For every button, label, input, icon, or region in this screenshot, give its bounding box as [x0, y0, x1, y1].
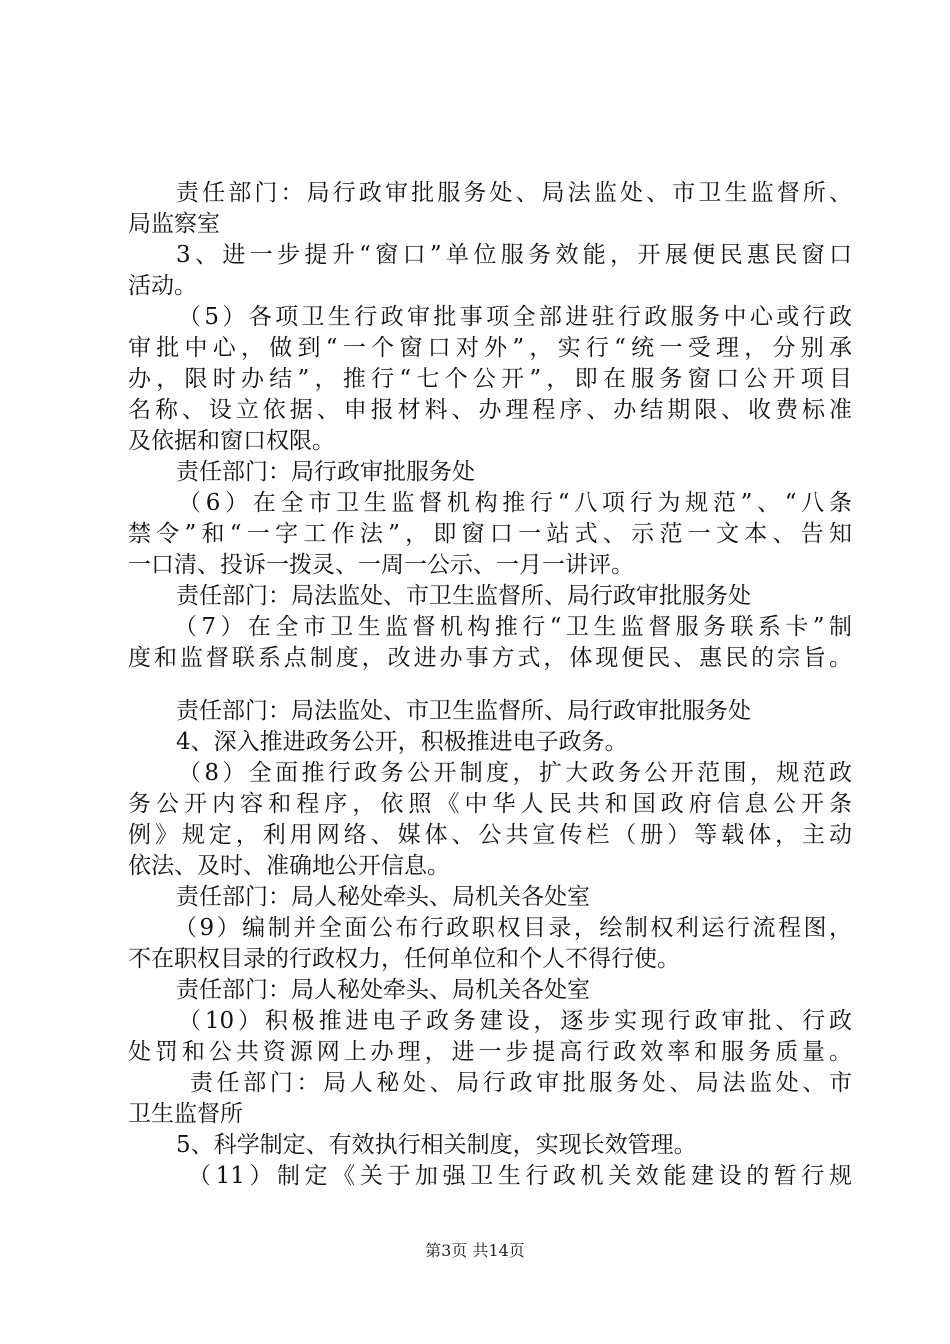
text-line: 责任部门：局行政审批服务处 — [176, 459, 475, 485]
text-line: 依法、及时、准确地公开信息。 — [128, 853, 450, 879]
text-line: （5）各项卫生行政审批事项全部进驻行政服务中心或行政 — [178, 304, 852, 330]
text-line: （6）在全市卫生监督机构推行“八项行为规范”、“八条 — [178, 490, 852, 516]
document-body — [128, 178, 852, 1192]
text-line: 办，限时办结”，推行“七个公开”，即在服务窗口公开项目 — [128, 366, 852, 392]
text-line: 4、深入推进政务公开，积极推进电子政务。 — [176, 729, 628, 755]
text-line: 名称、设立依据、申报材料、办理程序、办结期限、收费标准 — [128, 397, 852, 423]
text-line: 卫生监督所 — [128, 1101, 243, 1127]
text-line: 活动。 — [128, 273, 197, 299]
text-line: 责任部门：局人秘处牵头、局机关各处室 — [176, 884, 590, 910]
text-line: 禁令”和“一字工作法”，即窗口一站式、示范一文本、告知 — [128, 521, 852, 547]
text-line: 审批中心，做到“一个窗口对外”，实行“统一受理，分别承 — [128, 335, 852, 361]
text-line: 责任部门：局法监处、市卫生监督所、局行政审批服务处 — [176, 698, 751, 724]
text-line: （8）全面推行政务公开制度，扩大政务公开范围，规范政 — [178, 760, 852, 786]
text-line: （10）积极推进电子政务建设，逐步实现行政审批、行政 — [178, 1008, 852, 1034]
text-line: 度和监督联系点制度，改进办事方式，体现便民、惠民的宗旨。 — [128, 645, 852, 671]
text-line: 不在职权目录的行政权力，任何单位和个人不得行使。 — [128, 946, 680, 972]
text-line: 一口清、投诉一拨灵、一周一公示、一月一讲评。 — [128, 552, 634, 578]
text-line: （11）制定《关于加强卫生行政机关效能建设的暂行规 — [188, 1163, 852, 1189]
text-line: 务公开内容和程序，依照《中华人民共和国政府信息公开条 — [128, 791, 852, 817]
text-line: 责任部门：局人秘处牵头、局机关各处室 — [176, 977, 590, 1003]
text-line: 责任部门：局法监处、市卫生监督所、局行政审批服务处 — [176, 583, 751, 609]
text-line: 3、进一步提升“窗口”单位服务效能，开展便民惠民窗口 — [176, 242, 852, 268]
text-line: 责任部门：局行政审批服务处、局法监处、市卫生监督所、 — [176, 180, 852, 206]
page-footer: 第3页 共14页 — [425, 1241, 525, 1260]
paragraph-gap — [128, 674, 852, 696]
text-line: 处罚和公共资源网上办理，进一步提高行政效率和服务质量。 — [128, 1039, 852, 1065]
text-line: （9）编制并全面公布行政职权目录，绘制权利运行流程图， — [174, 915, 852, 941]
text-line: （7）在全市卫生监督机构推行“卫生监督服务联系卡”制 — [174, 614, 852, 640]
text-line: 责任部门：局人秘处、局行政审批服务处、局法监处、市 — [190, 1070, 852, 1096]
text-line: 例》规定，利用网络、媒体、公共宣传栏（册）等载体，主动 — [128, 822, 852, 848]
text-line: 5、科学制定、有效执行相关制度，实现长效管理。 — [176, 1132, 697, 1158]
text-line: 局监察室 — [128, 211, 220, 237]
text-line: 及依据和窗口权限。 — [128, 428, 335, 454]
